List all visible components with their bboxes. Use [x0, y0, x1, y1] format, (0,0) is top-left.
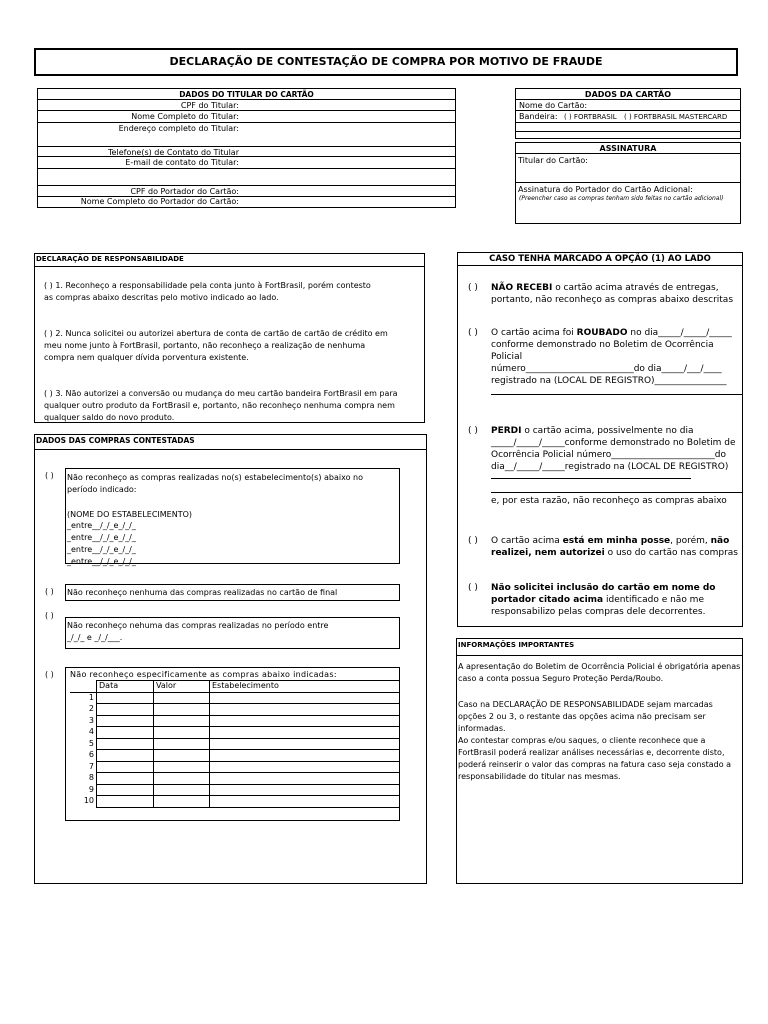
responsabilidade-item-2[interactable]: ( ) 2. Nunca solicitei ou autorizei abertura de conta de cartão de cartão de crédito em meu nome junto à FortBrasil, portanto, não reconheço a realização de nenhuma compra nem qualquer dívida porventura existente. — [44, 329, 388, 362]
cpf-portador-label: CPF do Portador do Cartão: — [130, 187, 239, 196]
compras-opt1-line[interactable]: _entre__/_/_e_/_/_ — [67, 533, 136, 542]
compras-opt1-line[interactable]: _entre__/_/_e_/_/_ — [67, 557, 136, 566]
info-section — [456, 638, 743, 884]
table-row — [70, 750, 400, 762]
caso-opt3-checkbox[interactable]: ( ) — [468, 426, 478, 436]
nome-cartao-label: Nome do Cartão: — [519, 101, 588, 110]
compras-opt1-box — [65, 468, 400, 564]
row-number: 5 — [88, 738, 94, 748]
caso-opt2-checkbox[interactable]: ( ) — [468, 328, 478, 338]
email-titular-label: E-mail de contato do Titular: — [125, 158, 239, 167]
responsabilidade-item-3[interactable]: ( ) 3. Não autorizei a conversão ou mudança do meu cartão bandeira FortBrasil em para qualquer outro produto da FortBrasil e, portanto, não reconheço nenhuma compra nem qualquer saldo do novo produto. — [44, 389, 398, 422]
table-row — [70, 692, 400, 704]
caso-opt4-checkbox[interactable]: ( ) — [468, 536, 478, 546]
titular-section — [37, 88, 456, 208]
adicional-signature-label: Assinatura do Portador do Cartão Adicional: — [518, 185, 693, 194]
table-row — [70, 704, 400, 716]
compras-header: DADOS DAS COMPRAS CONTESTADAS — [36, 436, 195, 445]
info-paragraph-2: Caso na DECLARAÇÃO DE RESPONSABILIDADE sejam marcadas opções 2 ou 3, o restante das opções acima não precisam ser informadas. — [458, 700, 713, 733]
caso-section — [457, 252, 743, 627]
caso-opt5-checkbox[interactable]: ( ) — [468, 583, 478, 593]
cpf-titular-label: CPF do Titular: — [180, 101, 239, 110]
bandeira-option-mastercard[interactable]: ( ) FORTBRASIL MASTERCARD — [624, 113, 728, 121]
titular-signature-label: Titular do Cartão: — [518, 156, 588, 165]
row-number: 10 — [83, 796, 94, 806]
info-header: INFORMAÇÕES IMPORTANTES — [458, 641, 575, 649]
caso-opt2-line[interactable] — [491, 394, 743, 395]
row-number: 8 — [88, 773, 94, 783]
info-paragraph-1: A apresentação do Boletim de Ocorrência Policial é obrigatória apenas caso a conta possua Seguro Proteção Perda/Roubo. — [458, 662, 741, 683]
compras-table — [70, 680, 400, 808]
col-valor-header: Valor — [154, 681, 210, 693]
compras-opt2-box — [65, 584, 400, 601]
bandeira-label: Bandeira: — [519, 112, 558, 121]
compras-opt2-checkbox[interactable]: ( ) — [45, 587, 54, 596]
page-title: DECLARAÇÃO DE CONTESTAÇÃO DE COMPRA POR MOTIVO DE FRAUDE — [34, 48, 738, 76]
row-number: 3 — [88, 715, 94, 725]
titular-header: DADOS DO TITULAR DO CARTÃO — [179, 90, 314, 99]
nome-titular-label: Nome Completo do Titular: — [131, 112, 239, 121]
compras-opt4-checkbox[interactable]: ( ) — [45, 670, 54, 679]
adicional-note: (Preencher caso as compras tenham sido feitas no cartão adicional) — [519, 195, 724, 202]
cartao-section — [515, 88, 741, 139]
compras-opt1-estab: (NOME DO ESTABELECIMENTO) — [67, 510, 193, 519]
row-number: 7 — [88, 761, 94, 771]
compras-opt1-checkbox[interactable]: ( ) — [45, 471, 54, 480]
caso-header: CASO TENHA MARCADO A OPÇÃO (1) AO LADO — [489, 254, 711, 264]
table-row — [70, 761, 400, 773]
compras-opt1-line[interactable]: _entre__/_/_e_/_/_ — [67, 521, 136, 530]
compras-opt4-box — [65, 667, 400, 821]
compras-opt3-box — [65, 617, 400, 649]
row-number: 2 — [88, 704, 94, 714]
compras-opt1-line[interactable]: _entre__/_/_e_/_/_ — [67, 545, 136, 554]
caso-opt4-text: O cartão acima está em minha posse, porém, não realizei, nem autorizei o uso do cartão nas compras — [491, 536, 738, 558]
caso-opt3-conclusion: e, por esta razão, não reconheço as compras abaixo — [491, 496, 727, 506]
compras-section — [34, 434, 427, 884]
compras-opt3-dates[interactable]: _/_/_ e _/_/___. — [67, 633, 123, 642]
compras-opt3-text: Não reconheço nehuma das compras realizadas no período entre — [67, 621, 329, 630]
row-number: 6 — [88, 750, 94, 760]
responsabilidade-header: DECLARAÇÃO DE RESPONSABILIDADE — [36, 255, 184, 263]
caso-opt5-text: Não solicitei inclusão do cartão em nome do portador citado acima identificado e não me responsabilizo pelas compras dele decorrentes. — [491, 583, 716, 617]
row-number: 9 — [88, 784, 94, 794]
responsabilidade-section — [34, 253, 425, 423]
row-number: 4 — [88, 727, 94, 737]
caso-opt3-text: PERDI o cartão acima, possivelmente no dia _____/_____/_____conforme demonstrado no Boletim de Ocorrência Policial número_______________________do dia__/_____/_____registrado na (LOCAL DE REGISTRO) — [491, 426, 736, 472]
caso-opt1-checkbox[interactable]: ( ) — [468, 283, 478, 293]
table-row — [70, 796, 400, 808]
responsabilidade-item-1[interactable]: ( ) 1. Reconheço a responsabilidade pela conta junto à FortBrasil, porém contesto as compras abaixo descritas pelo motivo indicado ao lado. — [44, 281, 371, 302]
caso-opt3-line1[interactable] — [491, 478, 691, 479]
table-row — [70, 715, 400, 727]
assinatura-header: ASSINATURA — [599, 144, 657, 153]
table-header-row — [70, 681, 400, 693]
compras-opt4-text: Não reconheço especificamente as compras abaixo indicadas: — [70, 670, 337, 679]
table-row — [70, 727, 400, 739]
telefone-titular-label: Telefone(s) de Contato do Titular — [108, 148, 239, 157]
bandeira-option-fortbrasil[interactable]: ( ) FORTBRASIL — [564, 113, 617, 121]
table-row — [70, 784, 400, 796]
col-estab-header: Estabelecimento — [210, 681, 400, 693]
info-paragraph-3: Ao contestar compras e/ou saques, o cliente reconhece que a FortBrasil poderá realizar análises necessárias e, decorrente disto, poderá reinserir o valor das compras na fatura caso seja constado a responsabilidade do titular nas mesmas. — [458, 736, 732, 781]
table-row — [70, 738, 400, 750]
table-row — [70, 773, 400, 785]
caso-opt1-text: NÃO RECEBI o cartão acima através de entregas, portanto, não reconheço as compras abaixo descritas — [491, 283, 734, 305]
row-number: 1 — [88, 693, 94, 702]
endereco-titular-label: Endereço completo do Titular: — [118, 124, 239, 133]
compras-opt1-text: Não reconheço as compras realizadas no(s) estabelecimento(s) abaixo no período indicado: — [67, 473, 363, 494]
nome-portador-label: Nome Completo do Portador do Cartão: — [80, 197, 239, 206]
caso-opt3-line2[interactable] — [491, 492, 743, 493]
assinatura-section — [515, 142, 741, 224]
compras-opt2-text: Não reconheço nenhuma das compras realizadas no cartão de final — [67, 588, 338, 597]
col-data-header: Data — [97, 681, 154, 693]
caso-opt2-text: O cartão acima foi ROUBADO no dia_____/_____/_____ conforme demonstrado no Boletim de Ocorrência Policial número________________________do dia_____/___/____ registrado na (LOCAL DE REGISTRO)________________ — [491, 328, 732, 386]
compras-opt3-checkbox[interactable]: ( ) — [45, 611, 54, 620]
cartao-header: DADOS DA CARTÃO — [584, 90, 672, 99]
